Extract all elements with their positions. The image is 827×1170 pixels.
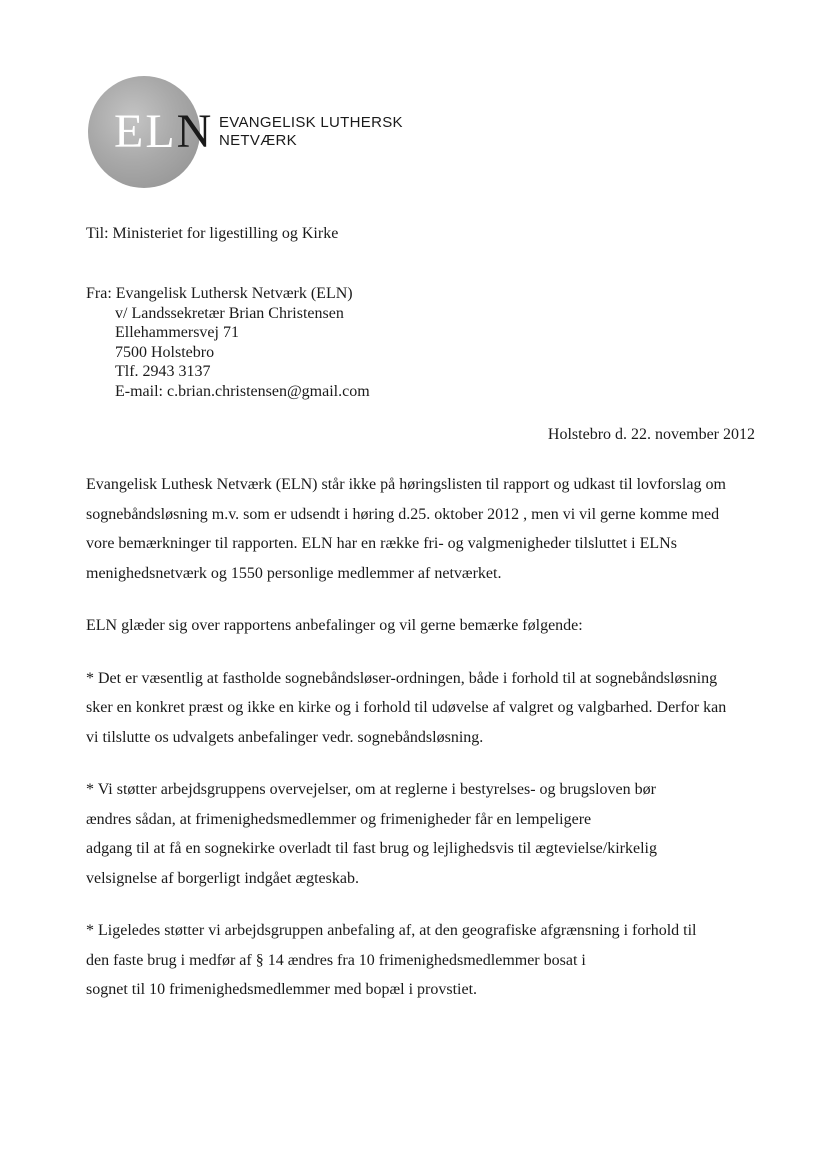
logo-name-line-1: EVANGELISK LUTHERSK	[219, 114, 403, 131]
logo-letter-n: N	[176, 105, 214, 158]
paragraph-line: den faste brug i medfør af § 14 ændres fra 10 frimenighedsmedlemmer bosat i	[86, 951, 586, 969]
sender-phone: Tlf. 2943 3137	[115, 363, 211, 380]
logo-letter-l: L	[145, 105, 177, 158]
paragraph-line: * Det er væsentlig at fastholde sognebåndsløser-ordningen, både i forhold til at sognebåndsløsning	[86, 669, 718, 687]
paragraph-intro	[86, 470, 766, 588]
paragraph-point-2	[86, 775, 766, 893]
paragraph-line: menighedsnetværk og 1550 personlige medlemmer af netværket.	[86, 564, 502, 582]
paragraph-line: vore bemærkninger til rapporten. ELN har en række fri- og valgmenigheder tilsluttet i ELNs	[86, 535, 677, 552]
sender-block	[86, 284, 370, 401]
paragraph-line: * Vi støtter arbejdsgruppens overvejelser, om at reglerne i bestyrelses- og brugsloven bør	[86, 781, 656, 798]
paragraph-line: sognet til 10 frimenighedsmedlemmer med bopæl i provstiet.	[86, 981, 478, 998]
paragraph-line: sker en konkret præst og ikke en kirke og i forhold til udøvelse af valgret og valgbarhed. Derfor kan	[86, 699, 727, 716]
paragraph-lead-in	[86, 611, 766, 641]
paragraph-point-1	[86, 664, 766, 753]
paragraph-line: ELN glæder sig over rapportens anbefalinger og vil gerne bemærke følgende:	[86, 617, 583, 634]
sender-contact-person: v/ Landssekretær Brian Christensen	[115, 304, 344, 322]
paragraph-line: sognebåndsløsning m.v. som er udsendt i høring d.25. oktober 2012 , men vi vil gerne komme med	[86, 505, 720, 523]
recipient-line: Til: Ministeriet for ligestilling og Kirke	[86, 225, 339, 242]
paragraph-line: Evangelisk Luthesk Netværk (ELN) står ikke på høringslisten til rapport og udkast til lovforslag om	[86, 476, 726, 493]
sender-email: E-mail: c.brian.christensen@gmail.com	[115, 382, 370, 400]
sender-street: Ellehammersvej 71	[115, 324, 239, 341]
paragraph-point-3	[86, 916, 766, 1005]
paragraph-line: * Ligeledes støtter vi arbejdsgruppen anbefaling af, at den geografiske afgrænsning i forhold til	[86, 922, 697, 939]
logo-name-line-2: NETVÆRK	[219, 132, 297, 149]
eln-logo	[88, 76, 403, 188]
sender-city: 7500 Holstebro	[115, 343, 215, 361]
paragraph-line: velsignelse af borgerligt indgået ægteskab.	[86, 869, 359, 887]
paragraph-line: ændres sådan, at frimenighedsmedlemmer og frimenigheder får en lempeligere	[86, 810, 592, 828]
paragraph-line: vi tilslutte os udvalgets anbefalinger vedr. sognebåndsløsning.	[86, 728, 484, 746]
sender-first-line: Fra: Evangelisk Luthersk Netværk (ELN)	[86, 285, 353, 302]
logo-letter-e: E	[114, 105, 146, 158]
letter-body	[86, 470, 766, 1005]
paragraph-line: adgang til at få en sognekirke overladt til fast brug og lejlighedsvis til ægtevielse/kirkelig	[86, 840, 657, 857]
date-line: Holstebro d. 22. november 2012	[547, 426, 755, 443]
logo-organization-name	[219, 114, 403, 150]
